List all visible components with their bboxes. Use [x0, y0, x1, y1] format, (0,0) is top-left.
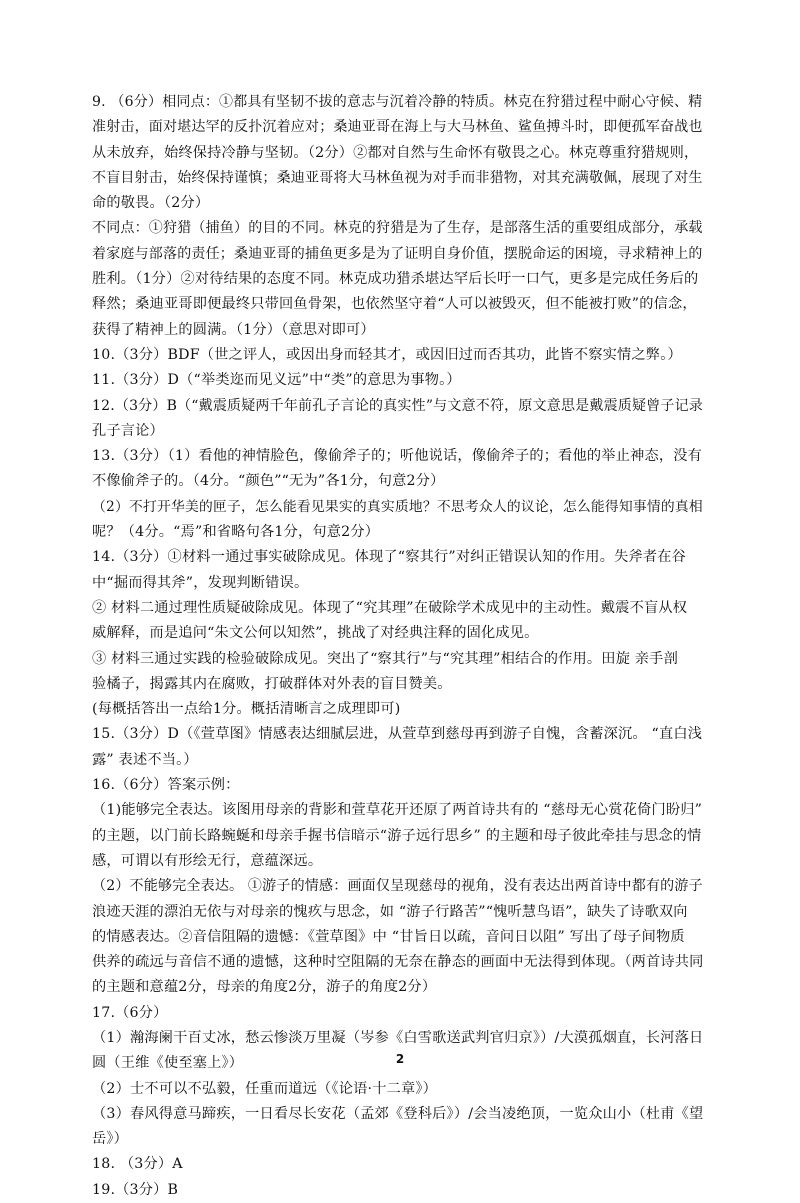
- line-11: 10.（3分）BDF（世之评人，或因出身而轻其才，或因旧过而否其功，此皆不察实情之弊。）: [92, 346, 682, 363]
- line-01: 9. （6分）相同点：①都具有坚韧不拔的意志与沉着冷静的特质。林克在狩猎过程中耐心守候、精: [92, 94, 703, 110]
- line-22: 威解释，而是追问“朱文公何以知然”，挑战了对经典注释的固化成见。: [92, 625, 539, 642]
- line-10: 获得了精神上的圆满。（1分）（意思对即可）: [92, 321, 375, 338]
- line-30: 的主题，以门前长路蜿蜒和母亲手握书信暗示“游子远行思乡” 的主题和母子彼此牵挂与思念的情: [92, 827, 702, 844]
- line-36: 的主题和意蕴2分，母亲的角度2分，游子的角度2分）: [92, 979, 437, 996]
- line-16: 不像偷斧子的。（4分。“颜色”“无为”各1分，句意2分）: [92, 473, 445, 490]
- line-21: ② 材料二通过理性质疑破除成见。体现了“究其理”在破除学术成见中的主动性。戴震不盲从权: [92, 599, 688, 616]
- line-19: 14.（3分）①材料一通过事实破除成见。体现了“察其行”对纠正错误认知的作用。失斧者在谷: [92, 549, 687, 566]
- line-20: 中“掘而得其斧”，发现判断错误。: [92, 574, 309, 591]
- line-41: （3）春风得意马蹄疾，一日看尽长安花（孟郊《登科后》）/会当凌绝顶，一览众山小（杜甫《望: [92, 1105, 704, 1122]
- line-04: 不盲目射击，始终保持谨慎；桑迪亚哥将大马林鱼视为对手而非猎物，对其充满敬佩，展现了对生: [92, 169, 703, 186]
- line-03: 从未放弃，始终保持冷静与坚韧。（2分）②都对自然与生命怀有敬畏之心。林克尊重狩猎规则，: [92, 144, 699, 161]
- line-24: 验橘子，揭露其内在腐败，打破群体对外表的盲目赞美。: [92, 675, 452, 692]
- line-09: 释然；桑迪亚哥即便最终只带回鱼骨架，也依然坚守着“人可以被毁灭，但不能被打败”的信念，: [92, 296, 697, 313]
- line-31: 感，可谓以有形绘无行，意蕴深远。: [92, 852, 323, 869]
- line-44: 19.（3分）B: [92, 1181, 179, 1198]
- answer-text-body: [92, 90, 706, 1203]
- page-number: 2: [395, 1052, 405, 1066]
- line-43: 18. （3分）A: [92, 1156, 183, 1173]
- line-07: 着家庭与部落的责任；桑迪亚哥的捕鱼更多是为了证明自身价值，摆脱命运的困境，寻求精神上的: [92, 245, 703, 262]
- line-15: 13.（3分）（1）看他的神情脸色，像偷斧子的；听他说话，像偷斧子的；看他的举止神态，没有: [92, 448, 703, 465]
- line-37: 17.（6分）: [92, 1004, 168, 1021]
- line-23: ③ 材料三通过实践的检验破除成见。突出了“察其行”与“究其理”相结合的作用。田旋 亲手剖: [92, 650, 678, 667]
- line-02: 准射击，面对堪达罕的反扑沉着应对；桑迪亚哥在海上与大马林鱼、鲨鱼搏斗时，即便孤军奋战也: [92, 119, 703, 136]
- line-12: 11.（3分）D（“举类迩而见义远”中“类”的意思为事物。）: [92, 372, 461, 389]
- line-05: 命的敬畏。（2分）: [92, 195, 210, 212]
- line-34: 的情感表达。②音信阻隔的遗憾：《萱草图》中 “甘旨日以疏，音问日以阻” 写出了母子间物质: [92, 928, 685, 945]
- line-33: 浪迹天涯的漂泊无依与对母亲的愧疚与思念，如 “游子行路苦”“愧听慧鸟语”，缺失了诗歌双向: [92, 903, 688, 920]
- line-08: 胜利。（1分）②对待结果的态度不同。林克成功猎杀堪达罕后长吁一口气，更多是完成任务后的: [92, 271, 699, 288]
- line-17: （2）不打开华美的匣子，怎么能看见果实的真实质地？不思考众人的议论，怎么能得知事情的真相: [92, 498, 703, 515]
- line-25: (每概括答出一点给1分。概括清晰言之成理即可): [92, 701, 401, 718]
- line-14: 孔子言论）: [92, 422, 164, 439]
- line-13: 12.（3分）B（“戴震质疑两千年前孔子言论的真实性”与文意不符，原文意思是戴震质疑曾子记录: [92, 397, 703, 414]
- line-39: 圆（王维《使至塞上》）: [92, 1055, 244, 1072]
- line-27: 露” 表述不当。）: [92, 751, 198, 768]
- line-28: 16.（6分）答案示例：: [92, 777, 240, 794]
- line-18: 呢？（4分。“焉”和省略句各1分，句意2分）: [92, 524, 380, 541]
- line-06: 不同点：①狩猎（捕鱼）的目的不同。林克的狩猎是为了生存，是部落生活的重要组成部分，承载: [92, 220, 703, 237]
- line-29: （1)能够完全表达。该图用母亲的背影和萱草花开还原了两首诗共有的 “慈母无心赏花倚门盼归”: [92, 802, 703, 819]
- line-42: 岳》）: [92, 1131, 129, 1148]
- line-26: 15.（3分）D（《萱草图》情感表达细腻层进，从萱草到慈母再到游子自愧，含蓄深沉。 “直白浅: [92, 726, 703, 743]
- line-40: （2）士不可以不弘毅，任重而道远（《论语·十二章》）: [92, 1080, 438, 1097]
- line-35: 供养的疏远与音信不通的遗憾，这种时空阻隔的无奈在静态的画面中无法得到体现。（两首诗共同: [92, 954, 704, 971]
- line-38: （1）瀚海阑干百丈冰，愁云惨淡万里凝（岑参《白雪歌送武判官归京》）/大漠孤烟直，长河落日: [92, 1029, 704, 1046]
- line-32: （2）不能够完全表达。 ①游子的情感：画面仅呈现慈母的视角，没有表达出两首诗中都有的游子: [92, 878, 703, 895]
